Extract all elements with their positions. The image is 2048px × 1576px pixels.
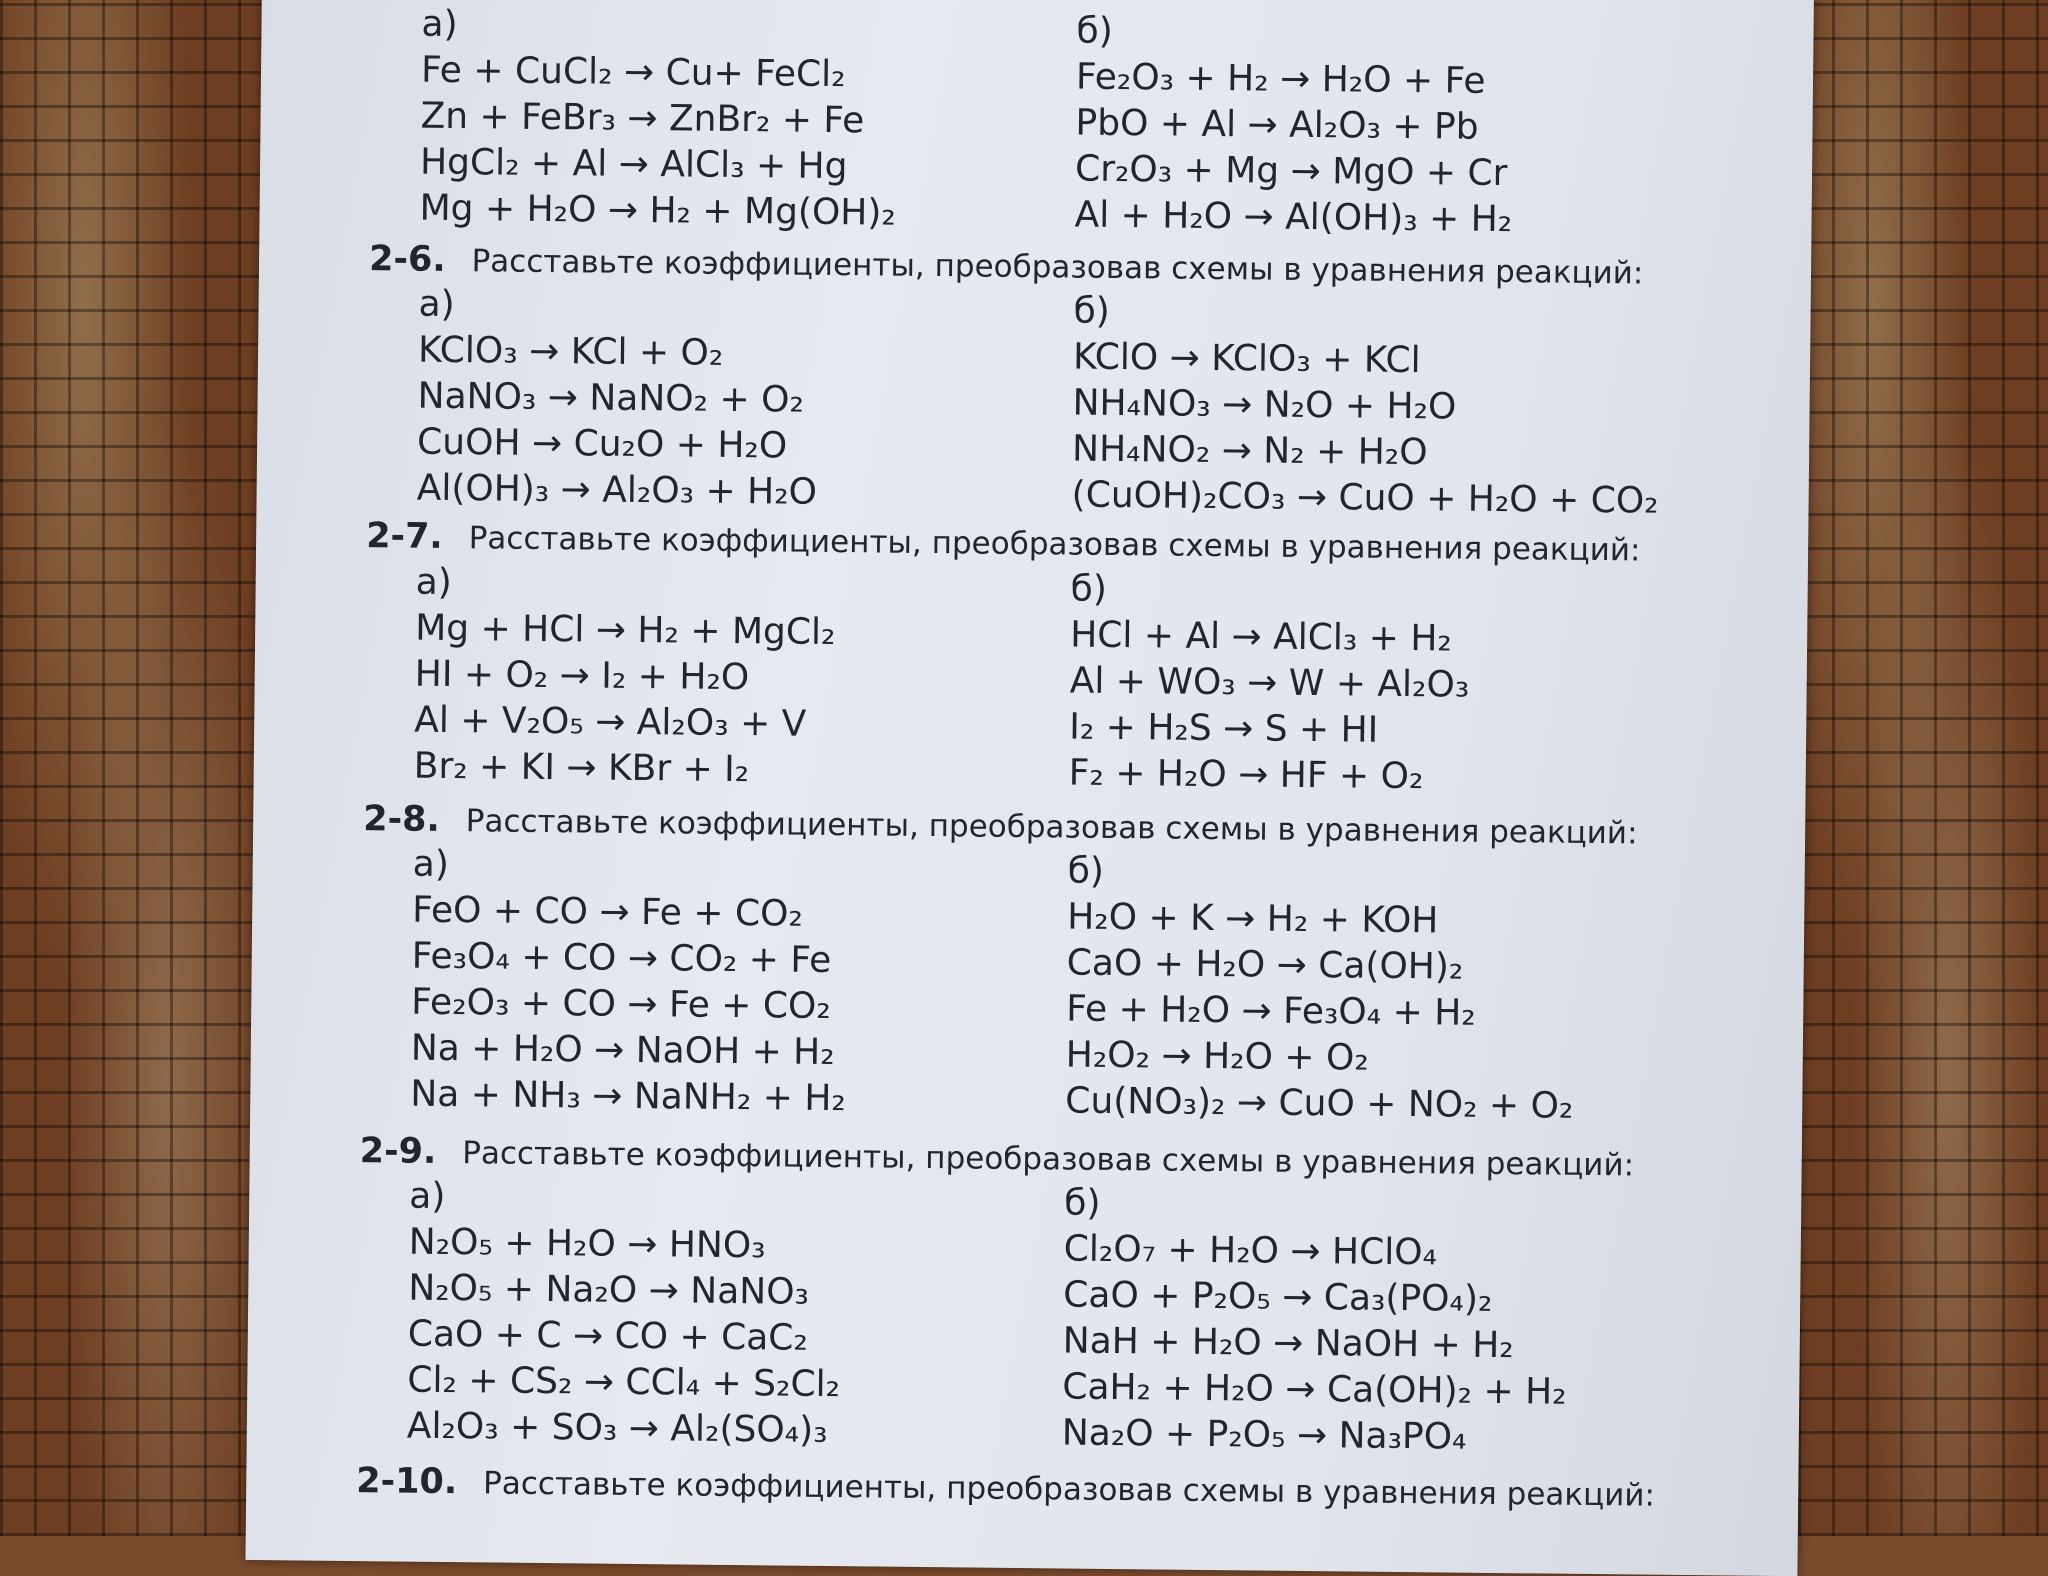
equation: H₂O + K → H₂ + KOH	[1067, 896, 1439, 942]
equation: F₂ + H₂O → HF + O₂	[1068, 752, 1424, 798]
sub-label-b: б)	[1064, 1182, 1101, 1224]
equation: Al + WO₃ → W + Al₂O₃	[1069, 660, 1470, 706]
equation: Cl₂ + CS₂ → CCl₄ + S₂Cl₂	[407, 1359, 841, 1406]
task-2-7-column-a	[414, 560, 837, 794]
block-0-column-b	[1074, 9, 1514, 244]
equation: NaNO₃ → NaNO₂ + O₂	[417, 375, 805, 421]
equation: HI + O₂ → I₂ + H₂O	[414, 653, 750, 699]
sub-label-a: а)	[421, 3, 458, 46]
sub-label-b: б)	[1073, 290, 1111, 332]
task-number: 2-7.	[365, 516, 443, 557]
equation: Mg + H₂O → H₂ + Mg(OH)₂	[419, 187, 897, 234]
sub-label-a: а)	[415, 561, 453, 604]
equation: Fe₂O₃ + CO → Fe + CO₂	[411, 981, 832, 1028]
block-0-column-a	[419, 2, 898, 237]
background-left	[0, 0, 280, 1536]
equation: FeO + CO → Fe + CO₂	[412, 889, 804, 935]
equation: H₂O₂ → H₂O + O₂	[1065, 1034, 1369, 1079]
equation: HgCl₂ + Al → AlCl₃ + Hg	[419, 141, 848, 188]
equation: CaH₂ + H₂O → Ca(OH)₂ + H₂	[1062, 1366, 1567, 1413]
task-2-8-column-b	[1065, 848, 1576, 1129]
sub-label-a: а)	[412, 843, 450, 886]
task-number: 2-9.	[359, 1131, 437, 1172]
sub-label-b: б)	[1070, 568, 1108, 610]
task-instruction: Расставьте коэффициенты, преобразовав схемы в уравнения реакций:	[465, 803, 1638, 852]
equation: Al(OH)₃ → Al₂O₃ + H₂O	[416, 467, 818, 513]
equation: N₂O₅ + H₂O → HNO₃	[408, 1221, 766, 1267]
task-2-9-column-a	[407, 1174, 843, 1455]
equation: CaO + C → CO + CaC₂	[407, 1313, 809, 1359]
equation: KClO₃ → KCl + O₂	[417, 329, 724, 374]
equation: Mg + HCl → H₂ + MgCl₂	[415, 607, 836, 654]
equation: Na + NH₃ → NaNH₂ + H₂	[410, 1073, 847, 1120]
equation: Fe₂O₃ + H₂ → H₂O + Fe	[1075, 56, 1486, 102]
equation: Al + H₂O → Al(OH)₃ + H₂	[1074, 194, 1513, 241]
equation: I₂ + H₂S → S + HI	[1069, 706, 1379, 751]
equation: Br₂ + KI → KBr + I₂	[413, 745, 750, 791]
equation: Cu(NO₃)₂ → CuO + NO₂ + O₂	[1065, 1080, 1574, 1127]
task-number: 2-6.	[368, 239, 446, 280]
equation: NH₄NO₃ → N₂O + H₂O	[1072, 382, 1457, 428]
task-2-8-column-a	[410, 842, 848, 1123]
equation: Cl₂O₇ + H₂O → HClO₄	[1063, 1228, 1438, 1274]
equation: Al + V₂O₅ → Al₂O₃ + V	[414, 699, 807, 745]
equation: CaO + H₂O → Ca(OH)₂	[1066, 942, 1464, 988]
task-2-6-column-a	[416, 282, 819, 516]
equation: NH₄NO₂ → N₂ + H₂O	[1071, 428, 1428, 474]
task-2-6-column-b	[1071, 289, 1660, 525]
equation: Cr₂O₃ + Mg → MgO + Cr	[1074, 148, 1508, 195]
equation: HCl + Al → AlCl₃ + H₂	[1069, 614, 1453, 660]
task-2-7-column-b	[1068, 567, 1470, 801]
task-instruction: Расставьте коэффициенты, преобразовав схемы в уравнения реакций:	[482, 1465, 1656, 1514]
task-instruction: Расставьте коэффициенты, преобразовав схемы в уравнения реакций:	[462, 1135, 1635, 1184]
equation: KClO → KClO₃ + KCl	[1072, 336, 1421, 382]
equation: Al₂O₃ + SO₃ → Al₂(SO₄)₃	[406, 1405, 828, 1452]
task-2-9-column-b	[1062, 1180, 1569, 1461]
equation: Fe + H₂O → Fe₃O₄ + H₂	[1066, 988, 1476, 1034]
task-number: 2-10.	[356, 1461, 458, 1503]
sub-label-b: б)	[1067, 850, 1105, 892]
equation: Na₂O + P₂O₅ → Na₃PO₄	[1061, 1412, 1467, 1458]
equation: N₂O₅ + Na₂O → NaNO₃	[408, 1267, 810, 1313]
sub-label-a: а)	[409, 1175, 446, 1217]
equation: NaH + H₂O → NaOH + H₂	[1062, 1320, 1514, 1367]
task-instruction: Расставьте коэффициенты, преобразовав схемы в уравнения реакций:	[471, 243, 1644, 292]
task-number: 2-8.	[363, 799, 440, 840]
equation: (CuOH)₂CO₃ → CuO + H₂O + CO₂	[1071, 474, 1659, 522]
worksheet-page	[245, 0, 1813, 1576]
sub-label-a: а)	[418, 283, 455, 326]
equation: PbO + Al → Al₂O₃ + Pb	[1075, 102, 1479, 148]
equation: Na + H₂O → NaOH + H₂	[410, 1027, 835, 1074]
equation: CuOH → Cu₂O + H₂O	[416, 421, 788, 467]
task-instruction: Расставьте коэффициенты, преобразовав схемы в уравнения реакций:	[468, 520, 1641, 569]
task-2-10-heading	[356, 1461, 1655, 1515]
equation: CaO + P₂O₅ → Ca₃(PO₄)₂	[1063, 1274, 1493, 1320]
equation: Zn + FeBr₃ → ZnBr₂ + Fe	[420, 95, 865, 142]
equation: Fe + CuCl₂ → Cu+ FeCl₂	[420, 49, 846, 96]
background-right	[1798, 0, 2048, 1536]
equation: Fe₃O₄ + CO → CO₂ + Fe	[411, 935, 832, 982]
sub-label-b: б)	[1076, 10, 1113, 52]
